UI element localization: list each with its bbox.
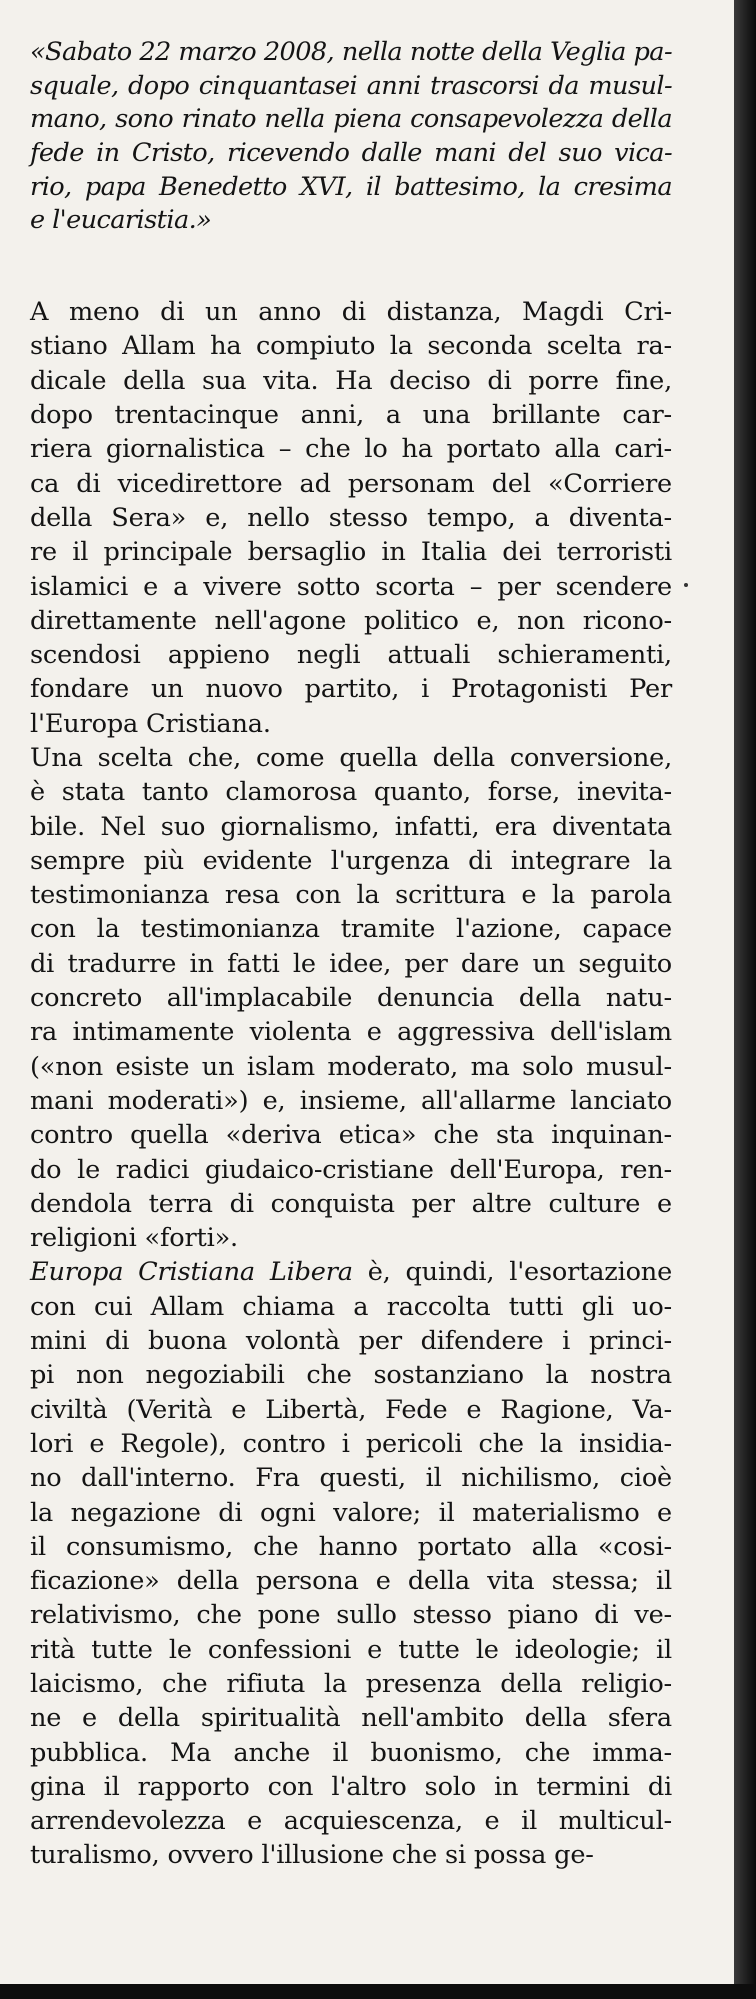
text-line: con la testimonianza tramite l'azione, capace [30,914,672,945]
text-line: contro quella «deriva etica» che sta inquinan- [30,1120,672,1151]
text-line: religioni «forti». [30,1223,238,1254]
text-line: bile. Nel suo giornalismo, infatti, era diventata [30,811,672,842]
text-line: squale, dopo cinquantasei anni trascorsi da musul- [30,70,672,101]
text-line: mano, sono rinato nella piena consapevolezza della [30,104,672,135]
text-line: direttamente nell'agone politico e, non ricono- [30,605,672,636]
text-line: rità tutte le confessioni e tutte le ideologie; il [30,1634,672,1665]
text-line: arrendevolezza e acquiescenza, e il multicul- [30,1806,672,1837]
text-line: A meno di un anno di distanza, Magdi Cri- [30,297,672,328]
text-line: mini di buona volontà per difendere i princi- [30,1326,672,1357]
text-line: ficazione» della persona e della vita stessa; il [30,1566,672,1597]
text-line: stiano Allam ha compiuto la seconda scelta ra- [30,331,672,362]
page-bottom-edge [0,1984,756,1999]
paragraph-3-first-line [30,1255,672,1289]
text-line: dendola terra di conquista per altre culture e [30,1188,672,1219]
text-line: islamici e a vivere sotto scorta – per scendere [30,571,672,602]
text-line: («non esiste un islam moderato, ma solo musul- [30,1051,672,1082]
text-line: laicismo, che rifiuta la presenza della religio- [30,1669,672,1699]
text-line: fondare un nuovo partito, i Protagonisti Per [30,674,672,705]
text-line: dicale della sua vita. Ha deciso di porre fine, [30,365,672,396]
text-line: testimonianza resa con la scrittura e la parola [30,880,672,911]
speck-mark [684,583,688,587]
text-line: pubblica. Ma anche il buonismo, che imma- [30,1737,672,1768]
text-line: re il principale bersaglio in Italia dei terroristi [30,537,672,568]
text-line: e l'eucaristia.» [30,205,212,236]
text-line: dopo trentacinque anni, a una brillante car- [30,400,672,431]
text-line: la negazione di ogni valore; il materialismo e [30,1497,672,1528]
text-line: gina il rapporto con l'altro solo in termini di [30,1771,672,1802]
text-line: lori e Regole), contro i pericoli che la insidia- [30,1428,672,1459]
paragraph-1 [30,295,672,741]
text-line: ne e della spiritualità nell'ambito della sfera [30,1703,672,1734]
text-line: è stata tanto clamorosa quanto, forse, inevita- [30,777,672,808]
text-line: Una scelta che, come quella della conversione, [30,742,672,773]
text-line: scendosi appieno negli attuali schieramenti, [30,640,672,671]
book-title: Europa Cristiana Libera [30,1257,353,1288]
text-line: ca di vicedirettore ad personam del «Corriere [30,468,672,499]
text-line: fede in Cristo, ricevendo dalle mani del suo vica- [30,138,672,169]
paragraph-3 [30,1255,672,1872]
text-line: l'Europa Cristiana. [30,708,271,739]
text-line: ra intimamente violenta e aggressiva dell'islam [30,1017,672,1048]
text-line: sempre più evidente l'urgenza di integrare la [30,845,672,876]
text-line: turalismo, ovvero l'illusione che si possa ge- [30,1840,594,1871]
text-line: civiltà (Verità e Libertà, Fede e Ragione, Va- [30,1394,672,1425]
text-line: «Sabato 22 marzo 2008, nella notte della Veglia pa- [30,37,672,67]
text-line: della Sera» e, nello stesso tempo, a diventa- [30,502,672,533]
text-line: di tradurre in fatti le idee, per dare un seguito [30,948,672,979]
text-line: do le radici giudaico-cristiane dell'Europa, ren- [30,1154,672,1185]
text-line: rio, papa Benedetto XVI, il battesimo, la cresima [30,171,672,202]
book-spine-shadow [734,0,756,1999]
epigraph-quote [30,36,672,238]
text-line: pi non negoziabili che sostanziano la nostra [30,1360,672,1391]
text-line: relativismo, che pone sullo stesso piano di ve- [30,1600,672,1631]
paragraph-3-first-line-rest: è, quindi, l'esortazione [352,1257,673,1288]
paragraph-2 [30,741,672,1255]
page-text [30,36,672,1873]
text-line: concreto all'implacabile denuncia della natu- [30,983,672,1014]
text-line: no dall'interno. Fra questi, il nichilismo, cioè [30,1463,672,1494]
text-line: con cui Allam chiama a raccolta tutti gli uo- [30,1291,672,1322]
text-line: riera giornalistica – che lo ha portato alla cari- [30,434,672,465]
text-line: mani moderati») e, insieme, all'allarme lanciato [30,1085,672,1116]
text-line: il consumismo, che hanno portato alla «cosi- [30,1531,672,1562]
